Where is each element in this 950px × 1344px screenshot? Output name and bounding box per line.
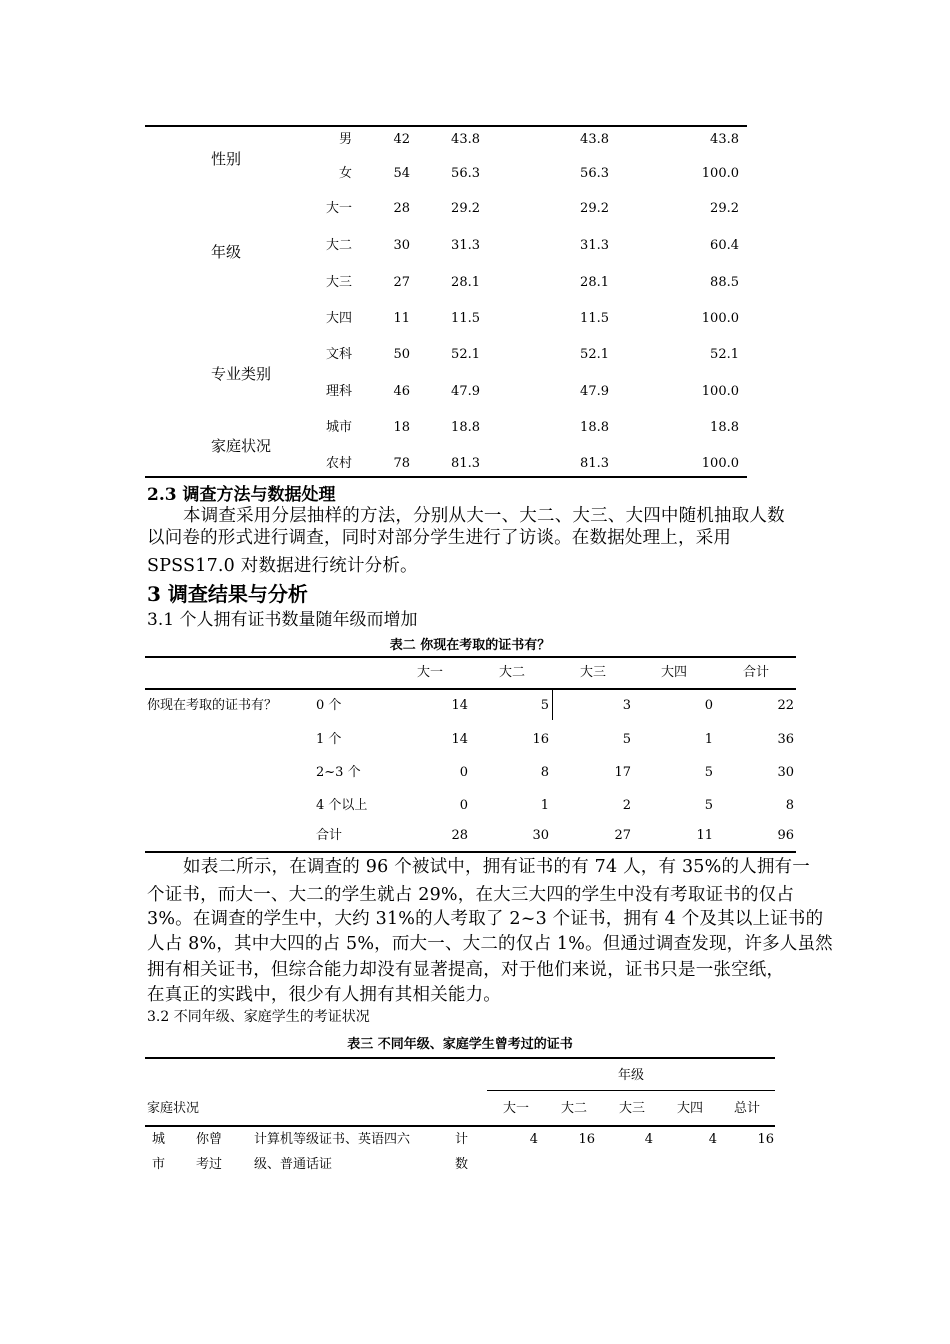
section-3-heading: 3 调查结果与分析 (147, 582, 308, 606)
table1-valid: 52.1 (580, 347, 609, 362)
table2-col-header: 大一 (416, 665, 443, 680)
table3-c4a: 计 (455, 1132, 469, 1147)
table2-cell: 1 (704, 732, 713, 747)
table1-n: 30 (393, 238, 410, 253)
table1-cum: 100.0 (701, 456, 739, 471)
table2-cell: 36 (777, 732, 794, 747)
table2-col-header: 合计 (742, 665, 769, 680)
table1-n: 50 (393, 347, 410, 362)
table1-group-gender: 性别 (211, 150, 242, 168)
table1-cum: 88.5 (710, 275, 739, 290)
table3-cell: 4 (644, 1132, 653, 1147)
table3-c4b: 数 (455, 1157, 469, 1172)
table2-row-label: 合计 (316, 828, 343, 843)
table1-n: 78 (393, 456, 410, 471)
para-3-1-line-1: 如表二所示，在调查的 96 个被试中，拥有证书的有 74 人，有 35%的人拥有一 (183, 857, 810, 877)
table2-cell: 5 (704, 798, 713, 813)
table1-pct: 31.3 (451, 238, 480, 253)
section-3-1-heading: 3.1 个人拥有证书数量随年级而增加 (147, 610, 418, 630)
table3-c3b: 级、普通话证 (254, 1157, 333, 1172)
table2-col-header: 大三 (579, 665, 606, 680)
table1-n: 11 (393, 311, 410, 326)
table2-cell: 0 (704, 698, 713, 713)
table2-row-label: 0 个 (316, 698, 342, 713)
table3-c2b: 考过 (196, 1157, 223, 1172)
table3-cell: 4 (708, 1132, 717, 1147)
section-2-3-heading: 2.3 调查方法与数据处理 (147, 485, 336, 505)
table1-group-grade: 年级 (211, 243, 242, 261)
table1-group-major: 专业类别 (211, 365, 272, 383)
table2-cell: 22 (777, 698, 794, 713)
table1-item: 城市 (325, 420, 352, 435)
table2-col-header: 大二 (498, 665, 525, 680)
table1-cum: 100.0 (701, 384, 739, 399)
table2-cell: 11 (696, 828, 713, 843)
table3-c2a: 你曾 (196, 1132, 223, 1147)
section-2-3-line-3: SPSS17.0 对数据进行统计分析。 (147, 556, 418, 576)
table1-valid: 47.9 (580, 384, 609, 399)
para-3-1-line-6: 在真正的实践中，很少有人拥有其相关能力。 (147, 985, 501, 1005)
table3-group-rule (487, 1090, 775, 1091)
table1-cum: 29.2 (710, 201, 739, 216)
table2-row-label: 1 个 (316, 732, 342, 747)
table1-cum: 52.1 (710, 347, 739, 362)
table1-cum: 60.4 (710, 238, 739, 253)
table1-pct: 56.3 (451, 166, 480, 181)
table3-header-left: 家庭状况 (147, 1101, 200, 1116)
table1-pct: 18.8 (451, 420, 480, 435)
table3-col-header: 大二 (560, 1101, 587, 1116)
table3-header-group: 年级 (617, 1068, 644, 1083)
table1-bottom-rule (145, 476, 747, 478)
table2-cell: 1 (540, 798, 549, 813)
table1-valid: 43.8 (580, 132, 609, 147)
table1-valid: 31.3 (580, 238, 609, 253)
table2-cell: 27 (614, 828, 631, 843)
table2-cell: 30 (532, 828, 549, 843)
table1-n: 18 (393, 420, 410, 435)
table2-cell: 14 (451, 732, 468, 747)
table1-pct: 43.8 (451, 132, 480, 147)
table2-top-rule (145, 656, 796, 658)
table1-valid: 81.3 (580, 456, 609, 471)
table1-item: 大四 (325, 311, 352, 326)
table3-header-rule (145, 1125, 775, 1127)
table2-cell: 5 (622, 732, 631, 747)
table2-cell: 96 (777, 828, 794, 843)
table1-n: 27 (393, 275, 410, 290)
table2-cell: 16 (532, 732, 549, 747)
table2-header-rule (145, 688, 796, 690)
table1-valid: 18.8 (580, 420, 609, 435)
table1-item: 文科 (325, 347, 352, 362)
table1-item: 男 (338, 132, 352, 147)
table2-cell: 14 (451, 698, 468, 713)
para-3-1-line-5: 拥有相关证书，但综合能力却没有显著提高，对于他们来说，证书只是一张空纸， (147, 960, 785, 980)
table1-item: 大三 (325, 275, 352, 290)
table2-row-label: 4 个以上 (316, 798, 368, 813)
table3-col-header: 大三 (618, 1101, 645, 1116)
table3-top-rule (145, 1057, 775, 1059)
table2-cell: 2 (622, 798, 631, 813)
table3-c3a: 计算机等级证书、英语四六 (254, 1132, 411, 1147)
section-2-3-line-2: 以问卷的形式进行调查，同时对部分学生进行了访谈。在数据处理上，采用 (147, 528, 732, 548)
table1-item: 理科 (325, 384, 352, 399)
table2-cell: 5 (540, 698, 549, 713)
table1-n: 54 (393, 166, 410, 181)
table2-row-label: 你现在考取的证书有？ (147, 698, 278, 713)
table1-n: 42 (393, 132, 410, 147)
table1-item: 大二 (325, 238, 352, 253)
table2-cell: 28 (451, 828, 468, 843)
table1-cum: 43.8 (710, 132, 739, 147)
table2-row-label: 2~3 个 (316, 765, 361, 780)
table2-col-header: 大四 (660, 665, 687, 680)
table3-c1a: 城 (152, 1132, 166, 1147)
table1-n: 28 (393, 201, 410, 216)
section-3-2-heading: 3.2 不同年级、家庭学生的考证状况 (147, 1009, 370, 1025)
para-3-1-line-3: 3%。在调查的学生中，大约 31%的人考取了 2~3 个证书，拥有 4 个及其以上证书的 (147, 909, 824, 929)
para-3-1-line-4: 人占 8%，其中大四的占 5%，而大一、大二的仅占 1%。但通过调查发现，许多人虽然 (147, 934, 833, 954)
table2-cell: 17 (614, 765, 631, 780)
table1-pct: 81.3 (451, 456, 480, 471)
section-2-3-line-1: 本调查采用分层抽样的方法，分别从大一、大二、大三、大四中随机抽取人数 (183, 506, 785, 526)
table3-col-header: 大一 (502, 1101, 529, 1116)
table1-pct: 28.1 (451, 275, 480, 290)
table3-caption: 表三 不同年级、家庭学生曾考过的证书 (347, 1037, 573, 1052)
table2-cell: 0 (459, 765, 468, 780)
table2-cell: 5 (704, 765, 713, 780)
table1-item: 农村 (325, 456, 352, 471)
table2-cell: 3 (622, 698, 631, 713)
table1-group-family: 家庭状况 (211, 437, 272, 455)
table3-cell: 4 (529, 1132, 538, 1147)
table1-valid: 56.3 (580, 166, 609, 181)
table1-valid: 11.5 (580, 311, 609, 326)
table1-pct: 11.5 (451, 311, 480, 326)
table1-item: 大一 (325, 201, 352, 216)
table1-cum: 100.0 (701, 166, 739, 181)
table3-cell: 16 (578, 1132, 595, 1147)
table1-n: 46 (393, 384, 410, 399)
table1-pct: 52.1 (451, 347, 480, 362)
table1-cum: 18.8 (710, 420, 739, 435)
table2-cell: 0 (459, 798, 468, 813)
table2-caption: 表二 你现在考取的证书有？ (389, 638, 551, 653)
table1-item: 女 (338, 166, 352, 181)
table1-pct: 47.9 (451, 384, 480, 399)
table1-cum: 100.0 (701, 311, 739, 326)
table1-pct: 29.2 (451, 201, 480, 216)
table3-col-header: 大四 (676, 1101, 703, 1116)
table2-cell: 8 (785, 798, 794, 813)
table1-valid: 28.1 (580, 275, 609, 290)
table2-cell: 8 (540, 765, 549, 780)
table2-cell: 30 (777, 765, 794, 780)
table1-valid: 29.2 (580, 201, 609, 216)
table1-top-rule (145, 125, 747, 127)
table3-col-header: 总计 (733, 1101, 760, 1116)
table3-cell: 16 (757, 1132, 774, 1147)
table2-col-divider (552, 690, 553, 720)
table3-c1b: 市 (152, 1157, 166, 1172)
para-3-1-line-2: 个证书，而大一、大二的学生就占 29%，在大三大四的学生中没有考取证书的仅占 (147, 885, 795, 905)
